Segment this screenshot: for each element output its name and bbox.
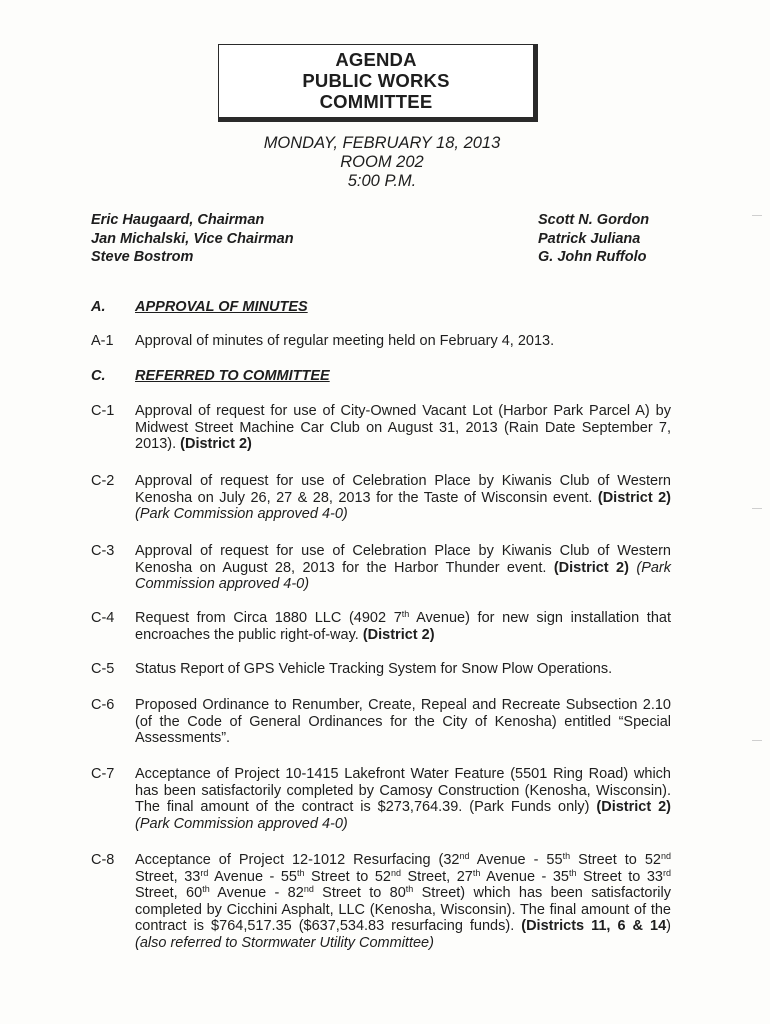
members-right-column bbox=[538, 211, 649, 267]
item-number: C-1 bbox=[91, 403, 115, 419]
section-c-heading bbox=[91, 368, 671, 385]
agenda-item-c5 bbox=[91, 661, 671, 678]
agenda-title: AGENDA bbox=[335, 49, 417, 70]
member: G. John Ruffolo bbox=[538, 249, 647, 265]
item-text: Status Report of GPS Vehicle Tracking System for Snow Plow Operations. bbox=[135, 661, 613, 677]
member-chairman: Eric Haugaard, Chairman bbox=[91, 212, 265, 228]
item-text: Acceptance of Project 10-1415 Lakefront Water Feature (5501 Ring Road) which has been satisfactorily completed by Camosy Construction (Kenosha, Wisconsin). The final amount of the contract is $273,764.39. (Park Funds only) bbox=[135, 766, 671, 815]
commission-note: (Park Commission approved 4-0) bbox=[135, 559, 672, 592]
scan-mark bbox=[752, 215, 762, 216]
section-title: APPROVAL OF MINUTES bbox=[135, 299, 308, 315]
members-left-column bbox=[91, 211, 294, 267]
item-text: Approval of request for use of Celebration Place by Kiwanis Club of Western Kenosha on August 28, 2013 for the Harbor Thunder event. bbox=[135, 543, 671, 576]
agenda-item-c6 bbox=[91, 697, 671, 747]
scan-mark bbox=[752, 508, 762, 509]
meeting-date: MONDAY, FEBRUARY 18, 2013 bbox=[263, 134, 501, 152]
item-number: C-3 bbox=[91, 543, 115, 559]
section-title: REFERRED TO COMMITTEE bbox=[135, 368, 330, 384]
meeting-time: 5:00 P.M. bbox=[347, 172, 417, 190]
district-label: (District 2) bbox=[596, 799, 671, 815]
meeting-info bbox=[0, 134, 770, 191]
agenda-item-c7 bbox=[91, 766, 671, 832]
item-number: C-8 bbox=[91, 852, 115, 868]
item-number: C-7 bbox=[91, 766, 115, 782]
district-label: (District 2) bbox=[597, 489, 671, 506]
item-number: C-6 bbox=[91, 697, 115, 713]
item-text: Proposed Ordinance to Renumber, Create, Repeal and Recreate Subsection 2.10 (of the Code of General Ordinances for the City of Kenosha) entitled “Special Assessments”. bbox=[135, 697, 671, 746]
member: Steve Bostrom bbox=[91, 249, 194, 265]
agenda-item-c2 bbox=[91, 473, 671, 523]
item-number: A-1 bbox=[91, 333, 114, 349]
district-label: (Districts 11, 6 & 14 bbox=[521, 918, 667, 934]
agenda-item-c4: C-4 Request from Circa 1880 LLC (4902 7th Avenue) for new sign installation that encroaches the public right-of-way. (District 2) bbox=[91, 609, 671, 643]
member: Patrick Juliana bbox=[538, 230, 641, 247]
item-number: C-5 bbox=[91, 661, 115, 677]
item-number: C-4 bbox=[91, 610, 115, 626]
committee-name-line2: COMMITTEE bbox=[319, 91, 433, 112]
section-letter: C. bbox=[91, 368, 106, 384]
commission-note: (Park Commission approved 4-0) bbox=[135, 506, 348, 522]
item-text: Approval of request for use of Celebration Place by Kiwanis Club of Western Kenosha on July 26, 27 & 28, 2013 for the Taste of Wisconsin event. bbox=[135, 473, 671, 506]
item-number: C-2 bbox=[91, 473, 115, 489]
member: Scott N. Gordon bbox=[538, 212, 650, 228]
section-a-heading bbox=[91, 299, 671, 316]
agenda-item-c1 bbox=[91, 403, 671, 453]
section-letter: A. bbox=[91, 299, 106, 315]
meeting-room: ROOM 202 bbox=[340, 153, 424, 171]
district-label: (District 2) bbox=[180, 436, 252, 452]
item-text: Approval of minutes of regular meeting held on February 4, 2013. bbox=[135, 333, 555, 349]
member-vice-chairman: Jan Michalski, Vice Chairman bbox=[91, 230, 294, 247]
district-label: (District 2) bbox=[553, 559, 629, 576]
committee-note: (also referred to Stormwater Utility Committee) bbox=[135, 934, 434, 951]
item-text: Approval of request for use of City-Owned Vacant Lot (Harbor Park Parcel A) by Midwest Street Machine Car Club on August 31, 2013 (Rain Date September 7, 2013). bbox=[135, 403, 671, 452]
agenda-item-c3 bbox=[91, 543, 671, 593]
commission-note: (Park Commission approved 4-0) bbox=[135, 815, 348, 832]
agenda-item-a1 bbox=[91, 333, 671, 350]
agenda-title-box bbox=[218, 44, 538, 122]
agenda-item-c8: C-8 Acceptance of Project 12-1012 Resurfacing (32nd Avenue - 55th Street to 52nd Street, 33rd Avenue - 55th Street to 52nd Street, 27th Avenue - 35th Street to 33rd Street, 60th Avenue - 82nd Street to 80th Street) which has been satisfactorily completed by Cicchini Asphalt, LLC (Kenosha, Wisconsin). The final amount of the contract is $764,517.35 ($637,534.83 resurfacing funds). (Districts 11, 6 & 14) (also referred to Stormwater Utility Committee) bbox=[91, 851, 671, 951]
committee-name-line1: PUBLIC WORKS bbox=[302, 70, 450, 91]
district-label: (District 2) bbox=[362, 626, 435, 643]
scan-mark bbox=[752, 740, 762, 741]
